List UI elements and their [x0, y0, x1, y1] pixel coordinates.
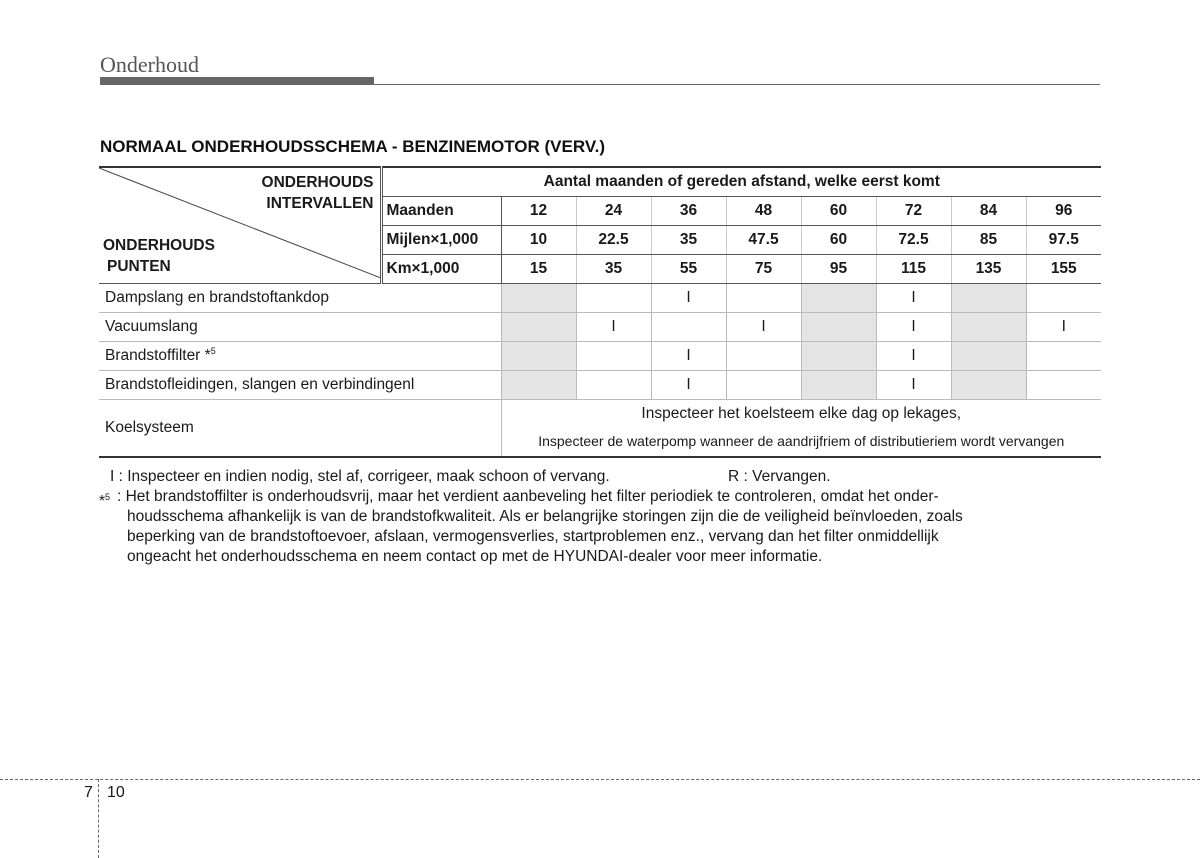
item-row [99, 313, 1101, 342]
interval-value: 135 [951, 255, 1026, 284]
header-row-banner [99, 167, 1101, 197]
schedule-mark [726, 371, 801, 400]
item-row [99, 284, 1101, 313]
schedule-mark: I [651, 371, 726, 400]
schedule-mark [951, 371, 1026, 400]
cooling-instruction-line: Inspecteer het koelsteem elke dag op lekages, [641, 405, 962, 422]
schedule-mark [726, 342, 801, 371]
footnote-text: : Het brandstoffilter is onderhoudsvrij, maar het verdient aanbeveling het filter periodiek te controleren, omdat het onder- houdsschema afhankelijk is van de brandstofkwaliteit. Als er belangrijke storingen zijn die de veiligheid beïnvloeden, zoals beperking van de brandstoftoevoer, afslaan, vermogensverlies, startproblemen enz., vervang dan het filter onmiddellijk ongeacht het onderhoudsschema en neem contact op met de HYUNDAI-dealer voor meer informatie. [117, 488, 963, 565]
interval-row-label: Maanden [381, 197, 501, 226]
interval-value: 24 [576, 197, 651, 226]
page-section-number: 7 [84, 784, 93, 801]
interval-value: 72.5 [876, 226, 951, 255]
interval-value: 35 [576, 255, 651, 284]
item-row-cooling [99, 400, 1101, 458]
schedule-mark [576, 284, 651, 313]
item-name: Koelsysteem [99, 400, 501, 458]
interval-value: 55 [651, 255, 726, 284]
page-header-title: Onderhoud [100, 52, 199, 77]
interval-row-label: Mijlen×1,000 [381, 226, 501, 255]
schedule-mark [651, 313, 726, 342]
interval-value: 15 [501, 255, 576, 284]
item-name: Dampslang en brandstoftankdop [99, 284, 501, 313]
corner-diagonal-cell [99, 167, 381, 284]
schedule-mark: I [876, 313, 951, 342]
schedule-mark [501, 342, 576, 371]
footnote-marker: *$^5$ [99, 492, 111, 511]
corner-items-label: ONDERHOUDS PUNTEN [103, 237, 215, 275]
interval-value: 85 [951, 226, 1026, 255]
schedule-mark [576, 371, 651, 400]
schedule-mark [576, 342, 651, 371]
interval-value: 60 [801, 226, 876, 255]
item-name: Brandstofleidingen, slangen en verbindingenl [99, 371, 501, 400]
schedule-mark [801, 342, 876, 371]
schedule-mark: I [726, 313, 801, 342]
page-number: 10 [107, 784, 125, 801]
interval-value: 10 [501, 226, 576, 255]
schedule-mark: I [876, 284, 951, 313]
schedule-mark [951, 313, 1026, 342]
interval-value: 35 [651, 226, 726, 255]
schedule-mark [951, 342, 1026, 371]
schedule-mark [1026, 284, 1101, 313]
footer-dashed-divider [98, 779, 99, 858]
schedule-mark [726, 284, 801, 313]
interval-value: 155 [1026, 255, 1101, 284]
section-title: NORMAAL ONDERHOUDSSCHEMA - BENZINEMOTOR (VERV.) [100, 137, 605, 156]
interval-value: 95 [801, 255, 876, 284]
item-name: Vacuumslang [99, 313, 501, 342]
interval-value: 36 [651, 197, 726, 226]
schedule-mark [1026, 371, 1101, 400]
item-row [99, 371, 1101, 400]
schedule-mark [801, 313, 876, 342]
interval-banner: Aantal maanden of gereden afstand, welke eerst komt [381, 167, 1101, 197]
interval-value: 48 [726, 197, 801, 226]
interval-value: 97.5 [1026, 226, 1101, 255]
interval-value: 96 [1026, 197, 1101, 226]
maintenance-schedule-table [99, 166, 1101, 458]
legend-replace: R : Vervangen. [728, 468, 831, 485]
interval-row-label: Km×1,000 [381, 255, 501, 284]
interval-value: 72 [876, 197, 951, 226]
interval-value: 84 [951, 197, 1026, 226]
schedule-mark: I [1026, 313, 1101, 342]
cooling-instruction-line: Inspecteer de waterpomp wanneer de aandrijfriem of distributieriem wordt vervangen [538, 433, 1065, 449]
corner-intervals-label: ONDERHOUDS INTERVALLEN [261, 174, 374, 212]
schedule-mark: I [876, 342, 951, 371]
schedule-mark [801, 371, 876, 400]
footer-dashed-rule [0, 779, 1200, 780]
interval-value: 75 [726, 255, 801, 284]
header-bar [100, 77, 374, 85]
interval-value: 115 [876, 255, 951, 284]
item-name: Brandstoffilter *$^5$ [99, 342, 501, 371]
schedule-mark: I [576, 313, 651, 342]
interval-value: 47.5 [726, 226, 801, 255]
schedule-mark [501, 313, 576, 342]
schedule-mark: I [651, 284, 726, 313]
header-rule [374, 84, 1100, 85]
schedule-mark [501, 371, 576, 400]
schedule-mark: I [876, 371, 951, 400]
legend-inspect: I : Inspecteer en indien nodig, stel af, corrigeer, maak schoon of vervang. [110, 468, 610, 485]
schedule-mark: I [651, 342, 726, 371]
cooling-instructions [501, 400, 1101, 458]
schedule-mark [1026, 342, 1101, 371]
interval-value: 12 [501, 197, 576, 226]
interval-value: 22.5 [576, 226, 651, 255]
item-row [99, 342, 1101, 371]
schedule-mark [501, 284, 576, 313]
schedule-mark [951, 284, 1026, 313]
schedule-mark [801, 284, 876, 313]
interval-value: 60 [801, 197, 876, 226]
